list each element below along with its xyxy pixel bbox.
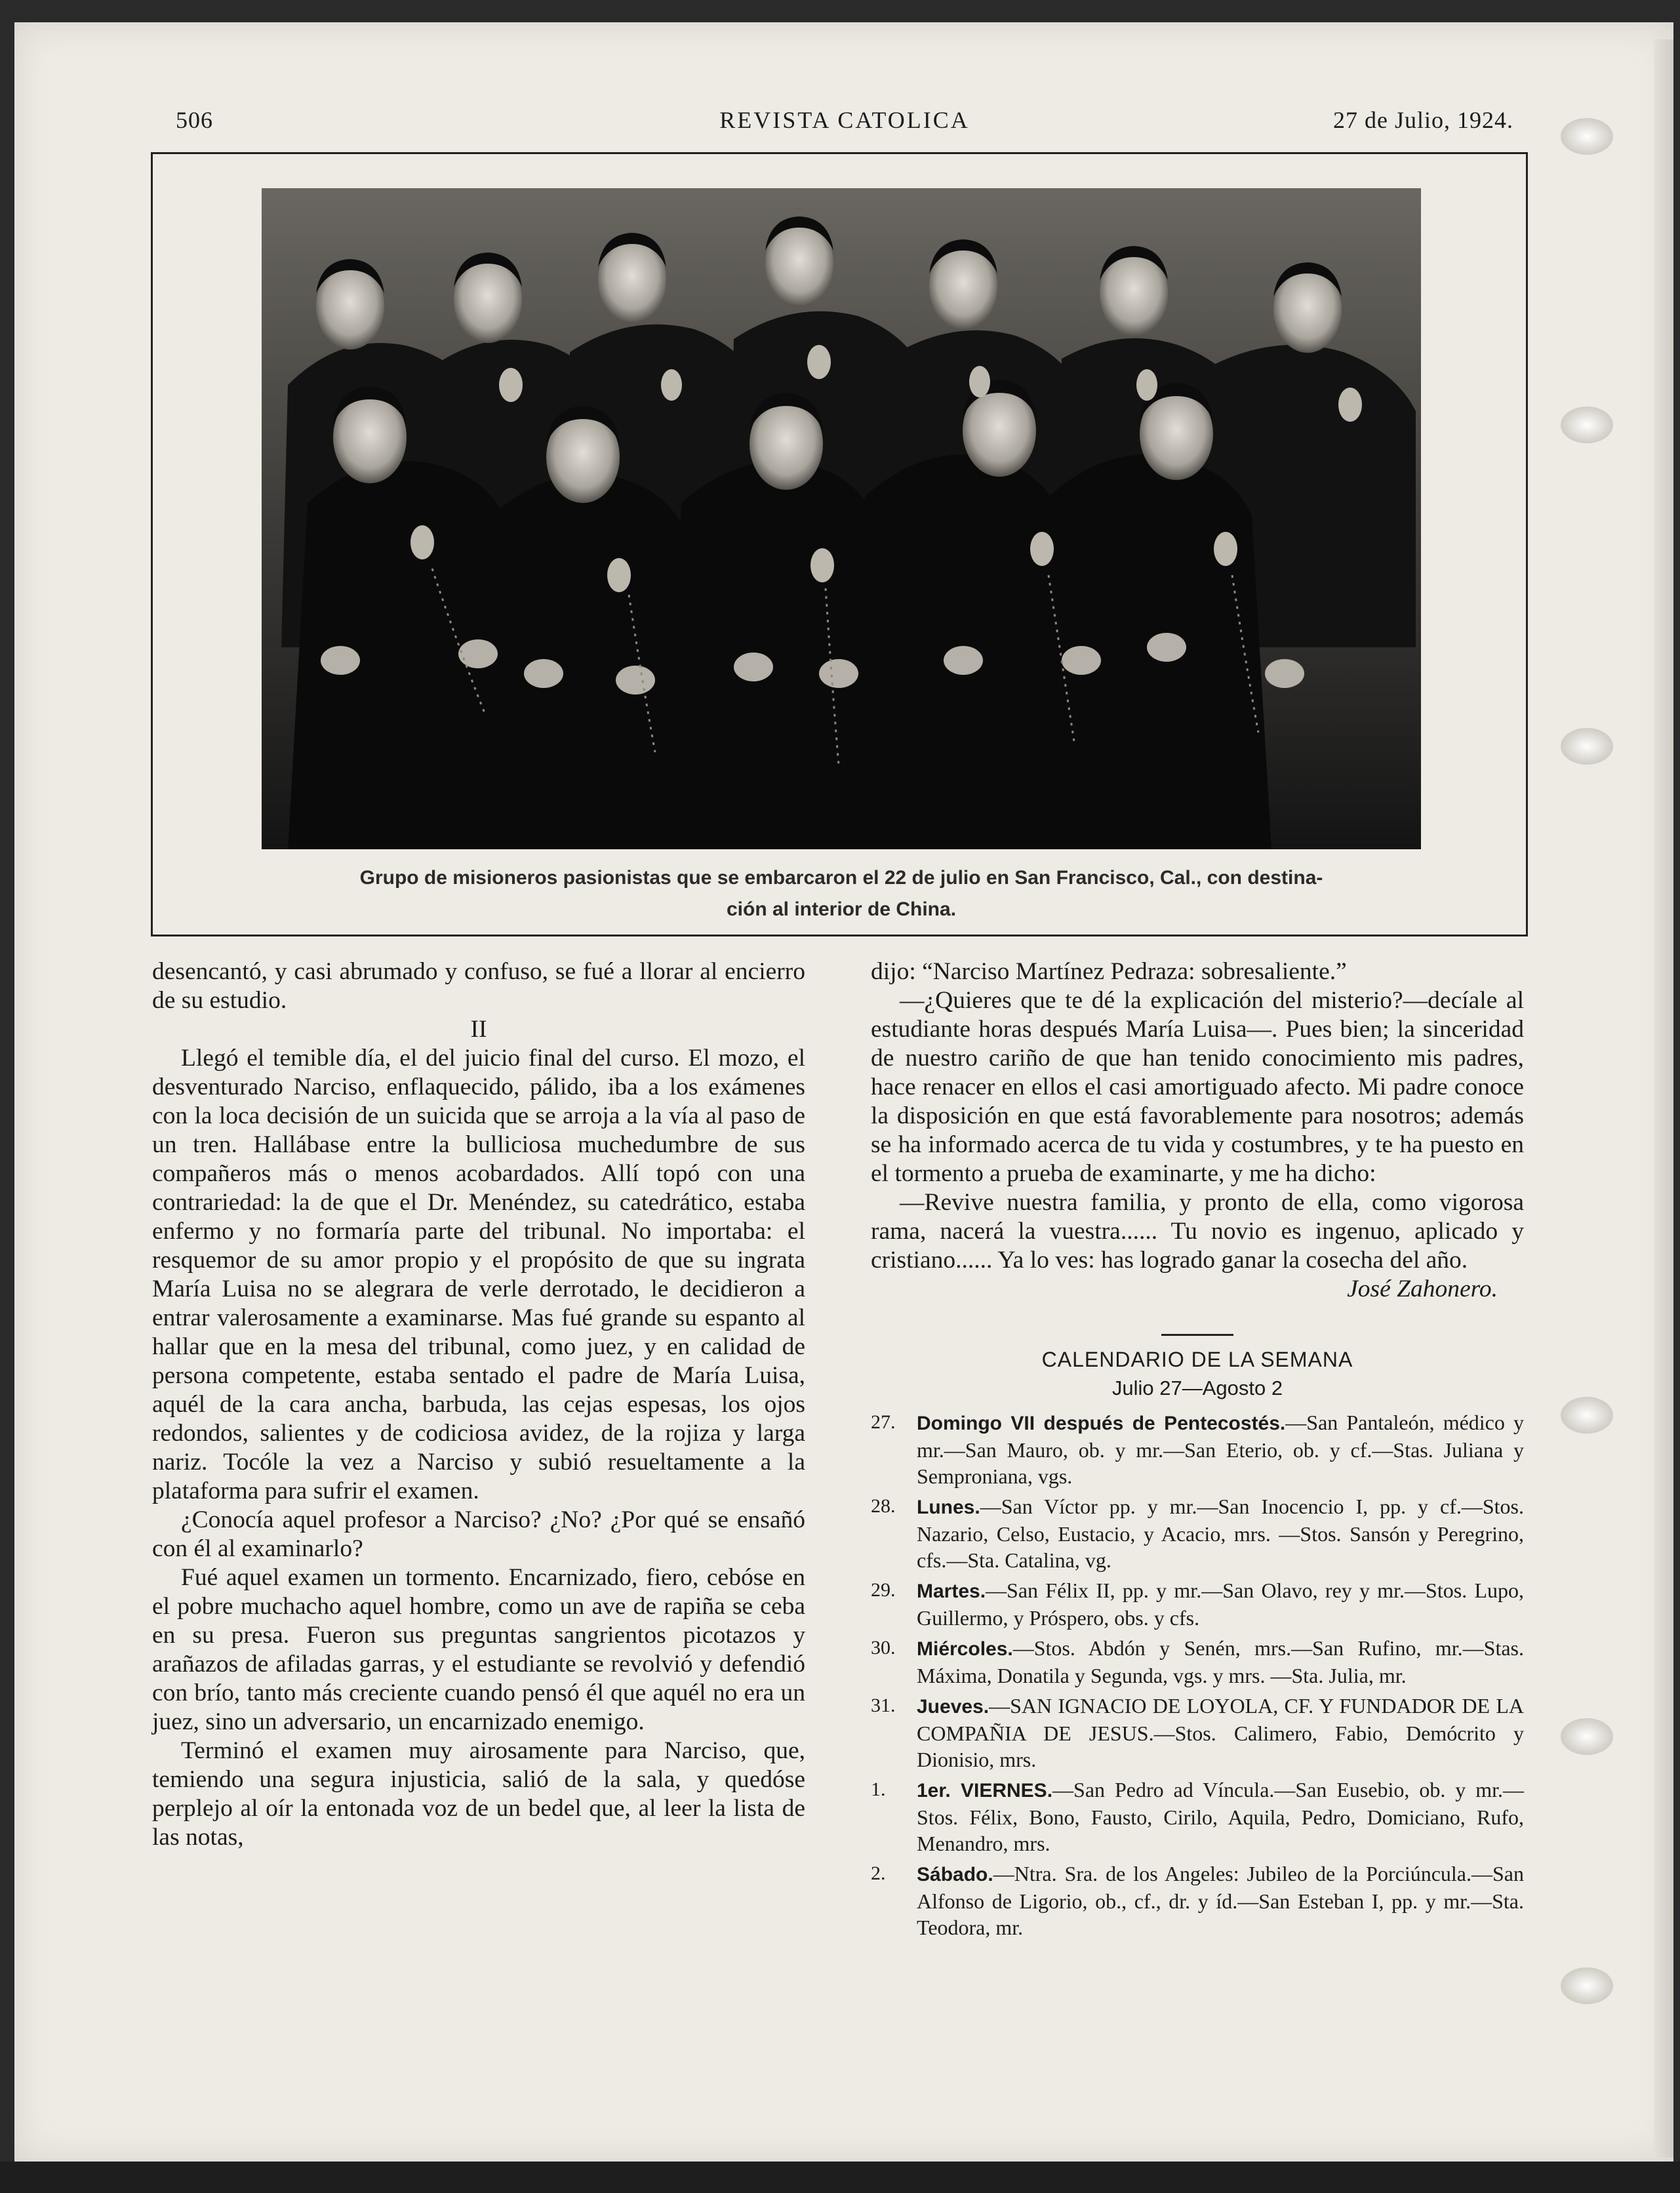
group-photograph [262, 188, 1421, 849]
entry-saints: —San Pantaleón, médico y mr.—San Mauro, ob. y mr.—San Eterio, ob. y cf.—Stas. Juliana y Semproniana, vgs. [917, 1411, 1525, 1488]
entry-day: Jueves. [917, 1696, 990, 1718]
calendar-date-range: Julio 27—Agosto 2 [1111, 1377, 1283, 1399]
entry-day: Miércoles. [917, 1638, 1013, 1660]
punch-hole [1561, 1967, 1613, 2004]
author-signature: José Zahonero. [1347, 1276, 1498, 1302]
paragraph: Terminó el examen muy airosamente para Narciso, que, temiendo una segura injusticia, salió de la sala, y quedóse perplejo al oír la entonada voz de un bedel que, al leer la lista de las notas, [152, 1737, 805, 1851]
calendar-entry [871, 1635, 1524, 1689]
paragraph: ¿Conocía aquel profesor a Narciso? ¿No? ¿Por qué se ensañó con él al examinarlo? [152, 1506, 805, 1562]
calendar-entry [871, 1861, 1524, 1941]
entry-number: 1. [871, 1779, 886, 1800]
left-column [152, 957, 805, 1852]
section-divider [1161, 1334, 1233, 1336]
running-header [176, 106, 1513, 132]
entry-saints: —Ntra. Sra. de los Angeles: Jubileo de la Porciúncula.—San Alfonso de Ligorio, ob., cf., dr. y íd.—San Esteban I, pp. y mr.—Sta. Teodora, mr. [917, 1862, 1524, 1939]
entry-day: Domingo VII después de Pentecostés. [917, 1413, 1286, 1434]
punch-hole [1561, 1397, 1613, 1434]
page-number: 506 [176, 107, 213, 133]
entry-number: 2. [871, 1862, 886, 1884]
group-photo-illustration [262, 188, 1421, 849]
paragraph: —Revive nuestra familia, y pronto de ella, como vigorosa rama, nacerá la vuestra...... Tu novio es ingenuo, aplicado y cristiano...... Ya lo ves: has logrado ganar la cosecha del año. [871, 1189, 1524, 1274]
paragraph: desencantó, y casi abrumado y confuso, se fué a llorar al encierro de su estudio. [152, 958, 805, 1014]
entry-number: 30. [871, 1637, 896, 1659]
entry-number: 28. [871, 1495, 896, 1517]
photo-figure [151, 152, 1528, 936]
entry-day: Lunes. [917, 1497, 980, 1518]
calendar-entry [871, 1577, 1524, 1631]
entry-day: Martes. [917, 1580, 986, 1602]
issue-date: 27 de Julio, 1924. [1333, 107, 1513, 133]
calendar-entry [871, 1777, 1524, 1857]
section-number: II [470, 1016, 487, 1043]
page-edge [1654, 39, 1673, 2158]
photo-caption: Grupo de misioneros pasionistas que se embarcaron el 22 de julio en San Francisco, Cal., con destina- ción al interior de China. [359, 867, 1323, 920]
entry-number: 29. [871, 1579, 896, 1601]
right-column [871, 957, 1524, 1944]
punch-hole [1561, 1718, 1613, 1755]
paragraph: —¿Quieres que te dé la explicación del misterio?—decíale al estudiante horas después María Luisa—. Pues bien; la sinceridad de nuestro cariño de que han tenido conocimiento mis padres, hace renacer en ellos el casi amortiguado afecto. Mi padre conoce la disposición en que está favorablemente para nosotros; además se ha informado acerca de tu vida y costumbres, y te ha puesto en el tormento a prueba de examinarte, y me ha dicho: [871, 987, 1524, 1187]
entry-saints: —Stos. Abdón y Senén, mrs.—San Rufino, mr.—Stas. Máxima, Donatila y Segunda, vgs. y mrs. —Sta. Julia, mr. [917, 1636, 1524, 1687]
publication-title: REVISTA CATOLICA [719, 107, 970, 133]
entry-day: Sábado. [917, 1864, 993, 1885]
calendar-entry [871, 1493, 1524, 1573]
entry-number: 31. [871, 1695, 896, 1716]
paragraph: Llegó el temible día, el del juicio final del curso. El mozo, el desventurado Narciso, enflaquecido, pálido, iba a los exámenes con la loca decisión de un suicida que se arroja a la vía al paso de un tren. Hallábase entre la bulliciosa muchedumbre de sus compañeros más o menos acobardados. Allí topó con una contrariedad: la de que el Dr. Menéndez, su catedrático, estaba enfermo y no formaría parte del tribunal. No importaba: el resquemor de su amor propio y el propósito de que su ingrata María Luisa no se alegrara de verle derrotado, le decidieron a entrar valerosamente a examinarse. Mas fué grande su espanto al hallar que en la mesa del tribunal, como juez, y en calidad de persona competente, estaba sentado el padre de María Luisa, aquél de la cara ancha, barbuda, las cejas espesas, los ojos redondos, salientes y de codiciosa avidez, de la rojiza y larga nariz. Tocóle la vez a Narciso y subió resueltamente a la plataforma para sufrir el examen. [152, 1045, 805, 1504]
entry-day: 1er. VIERNES. [917, 1780, 1053, 1801]
calendar-entry [871, 1409, 1524, 1489]
punch-hole [1561, 728, 1613, 765]
calendar-entry [871, 1693, 1524, 1773]
calendar-title: CALENDARIO DE LA SEMANA [1041, 1348, 1353, 1371]
punch-hole [1561, 407, 1613, 443]
entry-saints: —SAN IGNACIO DE LOYOLA, CF. Y FUNDADOR DE LA COMPAÑIA DE JESUS.—Stos. Calimero, Fabio, Demócrito y Dionisio, mrs. [917, 1694, 1524, 1771]
paragraph: Fué aquel examen un tormento. Encarnizado, fiero, cebóse en el pobre muchacho aquel hombre, como un ave de rapiña se ceba en su presa. Fueron sus preguntas sangrientos picotazos y arañazos de afiladas garras, y el estudiante se revolvió y defendió con brío, tanto más creciente cuando pensó él que aquél no era un juez, sino un adversario, un encarnizado enemigo. [152, 1564, 805, 1735]
entry-number: 27. [871, 1411, 896, 1433]
scan-background [0, 2162, 1680, 2193]
punch-hole [1561, 118, 1613, 155]
paragraph: dijo: “Narciso Martínez Pedraza: sobresaliente.” [871, 958, 1347, 985]
entry-saints: —San Víctor pp. y mr.—San Inocencio I, pp. y cf.—Stos. Nazario, Celso, Eustacio, y Acacio, mrs. —Stos. Sansón y Peregrino, cfs.—Sta. Catalina, vg. [917, 1495, 1524, 1572]
entry-saints: —San Pedro ad Víncula.—San Eusebio, ob. y mr.—Stos. Félix, Bono, Fausto, Cirilo, Aquila, Pedro, Domiciano, Rufo, Menandro, mrs. [917, 1778, 1524, 1855]
entry-saints: —San Félix II, pp. y mr.—San Olavo, rey y mr.—Stos. Lupo, Guillermo, y Próspero, obs. y cfs. [917, 1579, 1524, 1630]
